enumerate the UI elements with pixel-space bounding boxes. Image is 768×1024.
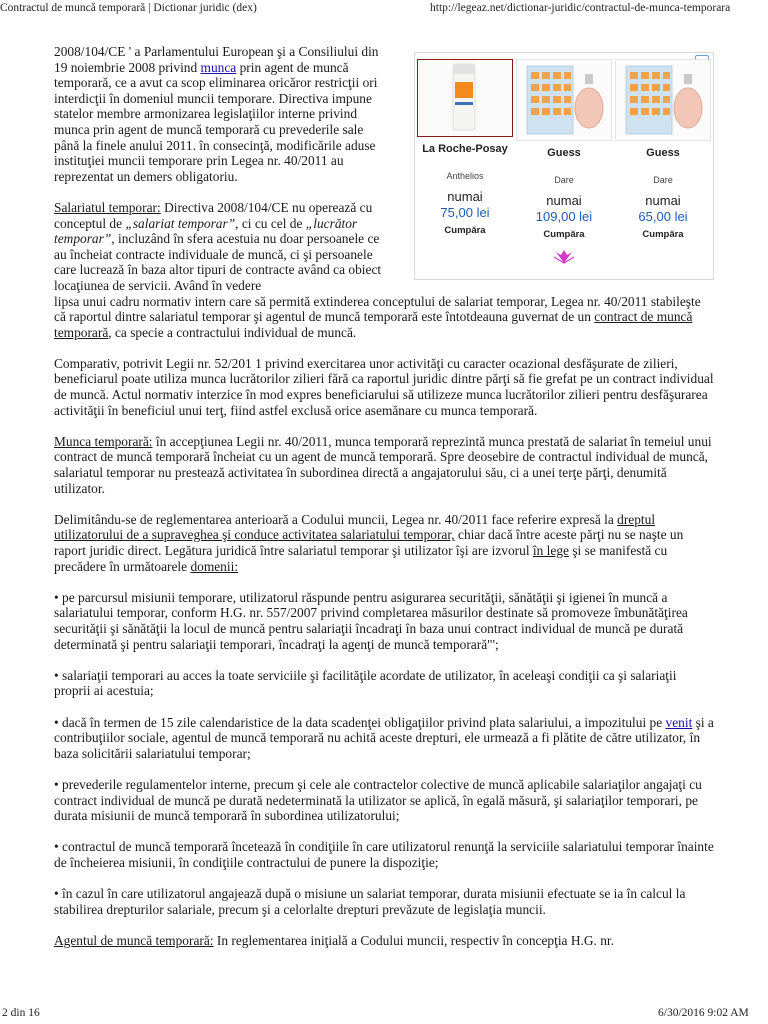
article-paragraph (54, 44, 390, 184)
munca-link[interactable]: munca (200, 59, 237, 75)
bullet-item (54, 715, 714, 762)
article-body (54, 44, 714, 964)
article-paragraph (54, 200, 714, 340)
venit-link[interactable]: venit (665, 714, 693, 730)
article-paragraph (54, 933, 714, 949)
text-span: chiar dacă între aceste părţi nu se naşte un raport juridic direct. Legătura juridică între salariatul temporar şi utilizator îşi are izvorul (54, 527, 684, 558)
text-span: Directiva 2008/104/CE nu operează cu conceptul de (54, 199, 373, 231)
bullet-item: • pe parcursul misiunii temporare, utilizatorul răspunde pentru asigurarea securităţii, sănătăţii şi igienei în muncă a salariatului temporar, conform H.G. nr. 557/2007 privind completarea măsurilor destinate să promoveze îmbunătăţirea securităţii şi sănătăţii la locul de muncă pentru salariaţii încadraţi în baza unui contract individual de muncă pe durată determinată şi pentru salariaţii temporari, încadraţi la agenţi de muncă temporară"'; (54, 589, 688, 652)
text-span: prin agent de muncă temporară, ce a avut ca scop eliminarea oricăror restricţii ori interdicţii în domeniul muncii temporare. Directiva impune statelor membre armonizarea legislaţiilor interne privind munca prin agent de muncă temporară cu prevederile sale până la finele anului 2011. în consecinţă, modificările aduse instituţiei muncii temporare prin Legea nr. 40/2011 au reprezentat un demers obligatoriu. (54, 59, 378, 184)
bullet-item: • în cazul în care utilizatorul angajează după o misiune un salariat temporar, durata misiunii efectuate se ia în calcul la stabilirea drepturilor salariale, precum şi a celorlalte drepturi prevăzute de legislaţia muncii. (54, 886, 686, 917)
underlined-term: dreptul utilizatorului de a supraveghea şi conduce activitatea salariatului temporar, (54, 511, 656, 543)
ad-product-brand: Guess (547, 147, 581, 159)
bullet-item: • salariaţii temporari au acces la toate serviciile şi facilităţile acordate de utilizator, în aceleaşi condiţii ca şi salariaţii proprii ai acestuia; (54, 667, 677, 699)
bullet-item: • contractul de muncă temporară încetează în condiţiile în care utilizatorul renunţă la serviciile salariatului temporar înainte de încheierea misiunii, în condiţiile contractului de punere la dispoziţie; (54, 839, 714, 870)
italic-term: „salariat temporar”, (125, 215, 239, 231)
ad-product-brand: La Roche-Posay (422, 143, 508, 155)
ad-product-name: Dare (554, 175, 574, 185)
term-agentul-de-munca-temporara: Agentul de muncă temporară: (54, 932, 214, 948)
ad-buy-button[interactable]: Cumpăra (543, 229, 585, 240)
italic-term: „lucrător temporar”, (54, 215, 358, 247)
term-munca-temporara: Munca temporară: (54, 433, 153, 449)
article-paragraph: Comparativ, potrivit Legii nr. 52/201 1 privind exercitarea unor activităţi cu caracter ocazional desfăşurate de zilieri, beneficiarul poate utiliza munca lucrătorilor zilieri fără ca raportul juridic dintre părţi să fie grefat pe un contract individual de muncă. Actul normativ interzice în mod expres beneficiarului să utilizeze munca lucrătorilor zilieri pentru desfăşurarea activităţii în beneficiul unui terţ, fiind astfel exclusă orice asemănare cu munca temporară. (54, 355, 714, 418)
ad-product-price[interactable]: 109,00 lei (535, 209, 593, 224)
paragraph-narrow-part (54, 200, 390, 294)
text-span: şi a contribuţiilor sociale, agentul de muncă temporară nu achită aceste drepturi, ele urmează a fi plătite de către utilizator, în baza solicitării salariatului temporar; (54, 714, 714, 761)
ad-price-prefix: numai (645, 193, 681, 208)
ad-buy-button[interactable]: Cumpăra (642, 229, 684, 240)
text-span: Delimitându-se de reglementarea anterioară a Codului muncii, Legea nr. 40/2011 face referire expresă la (54, 511, 618, 527)
text-span: • dacă în termen de 15 zile calendaristice de la data scadenţei obligaţiilor privind plata salariului, a impozitului pe (54, 714, 666, 730)
ad-buy-button[interactable]: Cumpăra (444, 225, 486, 236)
underlined-term: domenii: (190, 558, 239, 574)
underlined-term: contract de muncă temporară (54, 309, 693, 340)
text-span: , ca specie a contractului individual de muncă. (108, 324, 357, 340)
term-salariatul-temporar: Salariatul temporar: (54, 199, 161, 215)
text-span: şi se manifestă cu precădere în următoarele (54, 543, 668, 574)
underlined-term: în lege (532, 543, 569, 558)
ad-product-name: Dare (653, 175, 673, 185)
bullet-item: • prevederile regulamentelor interne, precum şi cele ale contractelor colective de muncă aplicabile salariaţilor angajaţi cu contract individual de muncă pe durată nedeterminată la utilizator se aplică, în egală măsură, şi salariaţilor temporari, pe durata misiunii de muncă temporară în subordinea utilizatorului; (54, 776, 702, 824)
print-footer-page-number: 2 din 16 (2, 1007, 40, 1019)
ad-price-prefix: numai (447, 189, 483, 204)
ad-price-prefix: numai (546, 193, 582, 208)
text-span: ci cu cel de (238, 215, 306, 231)
text-span: In reglementarea iniţială a Codului muncii, respectiv în concepţia H.G. nr. (213, 932, 614, 948)
text-span: incluzând în sfera acestuia nu doar persoanele ce au încheiat contracte individuale de muncă, ci şi persoanele care lucrează în baza altor tipuri de contracte având ca obiect locaţiunea de servicii. Având în vedere (54, 231, 382, 293)
article-paragraph (54, 512, 714, 574)
ad-product-brand: Guess (646, 147, 680, 159)
text-span: lipsa unui cadru normativ intern care să permită extinderea conceptului de salariat temporar, Legea nr. 40/2011 stabileşte că raportul dintre salariatul temporar şi agentul de muncă temporară este întotdeauna guvernat de un (54, 293, 701, 325)
ad-product-price[interactable]: 75,00 lei (440, 205, 490, 220)
text-span: în accepţiunea Legii nr. 40/2011, munca temporară reprezintă munca prestată de salariat în temeiul unui contract de muncă temporară încheiat cu un agent de muncă temporară. Spre deosebire de contractul individual de muncă, salariatul temporar nu prestează activitatea în subordinea directă a angajatorului său, ci a unei terţe părţi, denumită utilizator. (54, 433, 712, 496)
ad-product-price[interactable]: 65,00 lei (638, 209, 688, 224)
print-footer-timestamp: 6/30/2016 9:02 AM (658, 1007, 749, 1019)
print-header-url: http://legeaz.net/dictionar-juridic/contractul-de-munca-temporara (430, 2, 731, 14)
text-span: 2008/104/CE ' a Parlamentului European şi a Consiliului din 19 noiembrie 2008 privind (54, 44, 379, 75)
print-header-title: Contractul de muncă temporară | Dictionar juridic (dex) (0, 2, 257, 14)
ad-product-name: Anthelios (446, 171, 484, 181)
article-paragraph (54, 434, 714, 496)
